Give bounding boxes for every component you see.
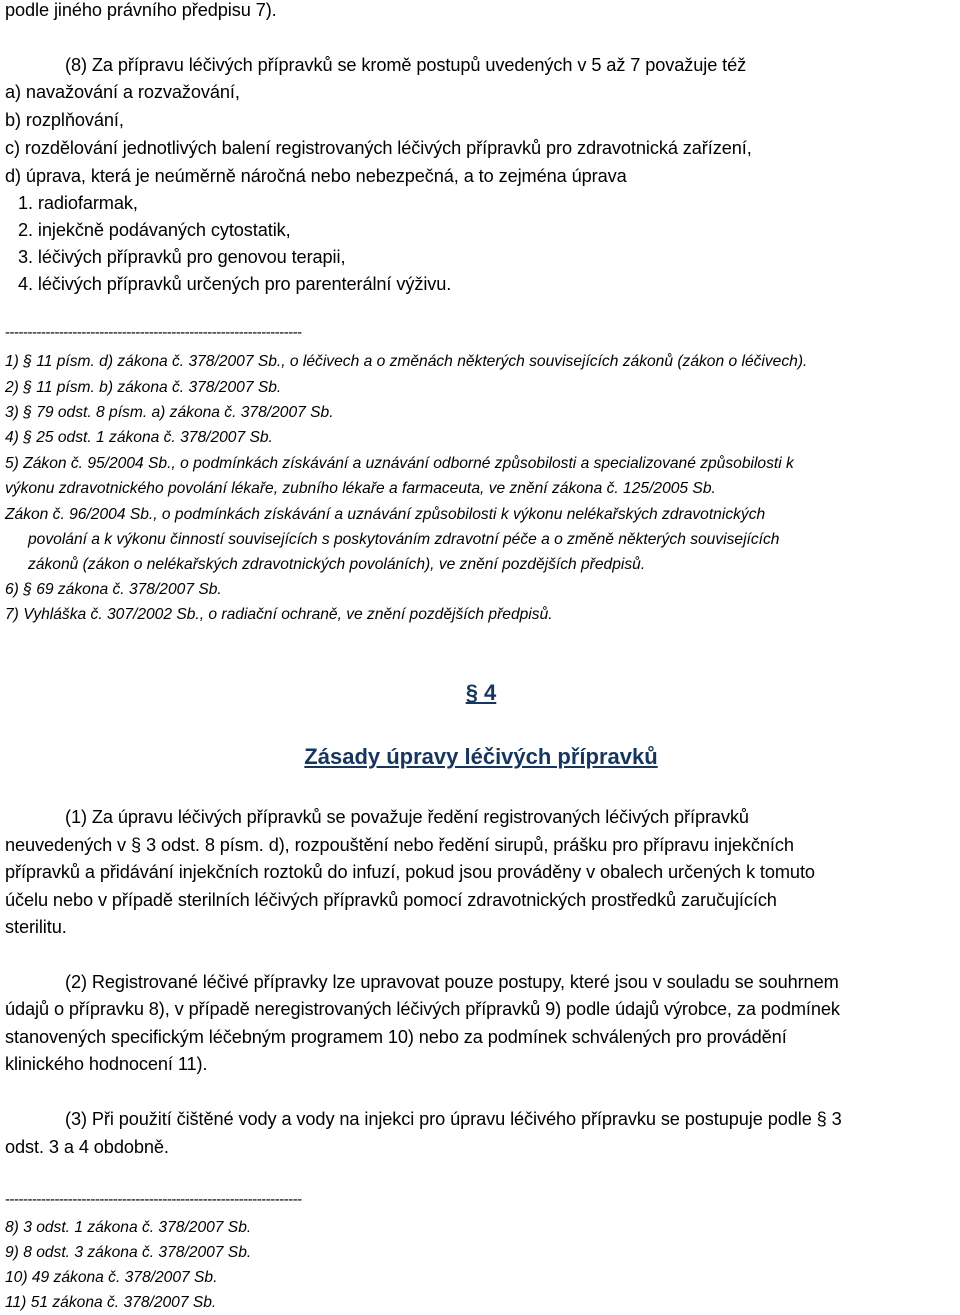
- footnote-5: 5) Zákon č. 95/2004 Sb., o podmínkách získávání a uznávání odborné způsobilosti a specializované způsobilosti k: [5, 455, 794, 472]
- sub-item-3: 3. léčivých přípravků pro genovou terapii,: [18, 247, 346, 267]
- paragraph-8-intro: (8) Za přípravu léčivých přípravků se kromě postupů uvedených v 5 až 7 považuje též: [65, 55, 747, 75]
- paragraph-1-line-1: (1) Za úpravu léčivých přípravků se považuje ředění registrovaných léčivých přípravků: [65, 807, 749, 827]
- paragraph-1-line-4: účelu nebo v případě sterilních léčivých přípravků pomocí zdravotnických prostředků zaručujících: [5, 890, 777, 910]
- sub-item-2: 2. injekčně podávaných cytostatik,: [18, 220, 291, 240]
- footnote-6: 6) § 69 zákona č. 378/2007 Sb.: [5, 581, 222, 598]
- footnote-10: 10) 49 zákona č. 378/2007 Sb.: [5, 1269, 218, 1286]
- paragraph-2-line-3: stanovených specifickým léčebným programem 10) nebo za podmínek schválených pro provádění: [5, 1027, 787, 1047]
- footnote-3: 3) § 79 odst. 8 písm. a) zákona č. 378/2007 Sb.: [5, 404, 334, 421]
- footnote-11: 11) 51 zákona č. 378/2007 Sb.: [5, 1294, 217, 1311]
- footnote-5-second-law-cont: povolání a k výkonu činností souvisejících s poskytováním zdravotní péče a o změně některých souvisejících: [28, 531, 780, 548]
- footnote-separator-2: ------------------------------------------------------------------: [5, 1191, 302, 1208]
- paragraph-2-line-1: (2) Registrované léčivé přípravky lze upravovat pouze postupy, které jsou v souladu se souhrnem: [65, 972, 839, 992]
- list-item-d: d) úprava, která je neúměrně náročná nebo nebezpečná, a to zejména úprava: [5, 166, 627, 186]
- sub-item-4: 4. léčivých přípravků určených pro parenterální výživu.: [18, 274, 452, 294]
- list-item-a: a) navažování a rozvažování,: [5, 82, 240, 102]
- paragraph-3-line-2: odst. 3 a 4 obdobně.: [5, 1137, 169, 1157]
- section-number: § 4: [465, 680, 497, 705]
- footnote-2: 2) § 11 písm. b) zákona č. 378/2007 Sb.: [5, 379, 282, 396]
- list-item-b: b) rozplňování,: [5, 110, 124, 130]
- footnote-9: 9) 8 odst. 3 zákona č. 378/2007 Sb.: [5, 1244, 252, 1261]
- sub-item-1: 1. radiofarmak,: [18, 193, 138, 213]
- footnote-7: 7) Vyhláška č. 307/2002 Sb., o radiační ochraně, ve znění pozdějších předpisů.: [5, 606, 553, 623]
- footnote-separator: ------------------------------------------------------------------: [5, 324, 302, 341]
- section-title: Zásady úpravy léčivých přípravků: [304, 744, 658, 769]
- list-item-c: c) rozdělování jednotlivých balení registrovaných léčivých přípravků pro zdravotnická zařízení,: [5, 138, 752, 158]
- paragraph-2-line-4: klinického hodnocení 11).: [5, 1054, 208, 1074]
- footnote-5-continued: výkonu zdravotnického povolání lékaře, zubního lékaře a farmaceuta, ve znění zákona č. 125/2005 Sb.: [5, 480, 716, 497]
- footnote-4: 4) § 25 odst. 1 zákona č. 378/2007 Sb.: [5, 429, 273, 446]
- carry-over-text: podle jiného právního předpisu 7).: [5, 0, 277, 20]
- paragraph-1-line-2: neuvedených v § 3 odst. 8 písm. d), rozpouštění nebo ředění sirupů, prášku pro přípravu injekčních: [5, 835, 794, 855]
- paragraph-1-line-3: přípravků a přidávání injekčních roztoků do infuzí, pokud jsou prováděny v obalech určených k tomuto: [5, 862, 815, 882]
- footnote-1: 1) § 11 písm. d) zákona č. 378/2007 Sb., o léčivech a o změnách některých souvisejících zákonů (zákon o léčivech).: [5, 353, 808, 370]
- paragraph-2-line-2: údajů o přípravku 8), v případě neregistrovaných léčivých přípravků 9) podle údajů výrobce, za podmínek: [5, 999, 840, 1019]
- footnote-5-second-law: Zákon č. 96/2004 Sb., o podmínkách získávání a uznávání způsobilosti k výkonu nelékařských zdravotnických: [5, 506, 766, 523]
- footnote-8: 8) 3 odst. 1 zákona č. 378/2007 Sb.: [5, 1219, 252, 1236]
- paragraph-1-line-5: sterilitu.: [5, 917, 67, 937]
- paragraph-3-line-1: (3) Při použití čištěné vody a vody na injekci pro úpravu léčivého přípravku se postupuje podle § 3: [65, 1109, 842, 1129]
- footnote-5-second-law-cont2: zákonů (zákon o nelékařských zdravotnických povoláních), ve znění pozdějších předpisů.: [28, 556, 646, 573]
